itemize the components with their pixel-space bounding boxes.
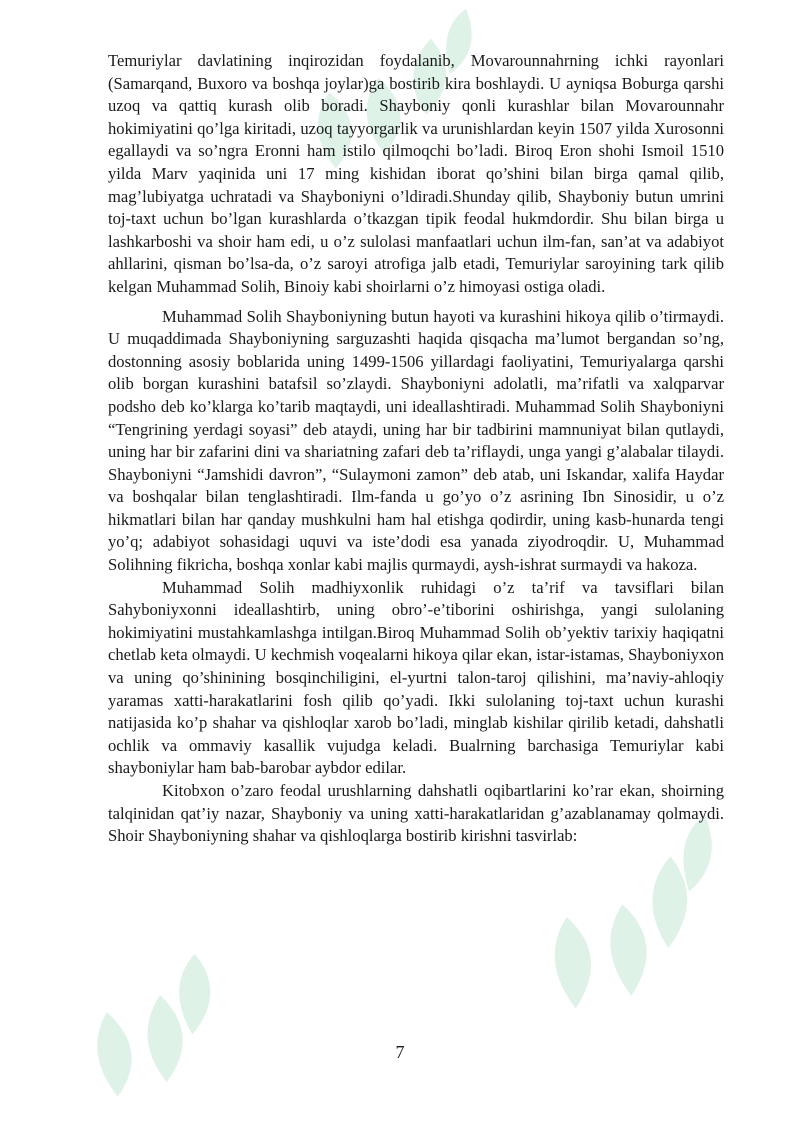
document-body: [108, 50, 724, 848]
paragraph-1: Temuriylar davlatining inqirozidan foydalanib, Movarounnahrning ichki rayonlari (Samarqand, Buxoro va boshqa joylar)ga bostirib kira boshlaydi. U ayniqsa Boburga qarshi uzoq va qattiq kurash olib boradi. Shayboniy qonli kurashlar bilan Movarounnahr hokimiyatini qo’lga kiritadi, uzoq tayyorgarlik va urunishlardan keyin 1507 yilda Xurosonni egallaydi va so’ngra Eronni ham istilo qilmoqchi bo’ladi. Biroq Eron shohi Ismoil 1510 yilda Marv yaqinida uni 17 ming kishidan iborat qo’shini bilan birga qamal qilib, mag’lubiyatga uchratadi va Shayboniyni o’ldiradi.Shunday qilib, Shayboniy butun umrini toj-taxt uchun bo’lgan kurashlarda o’tkazgan tipik feodal hukmdordir. Shu bilan birga u lashkarboshi va shoir ham edi, u o’z sulolasi manfaatlari uchun ilm-fan, san’at va adabiyot ahllarini, qisman bo’lsa-da, o’z saroyi atrofiga jalb etadi, Temuriylar saroyining tark qilib kelgan Muhammad Solih, Binoiy kabi shoirlarni o’z himoyasi ostiga oladi.: [108, 51, 724, 296]
paragraph-2: Muhammad Solih Shayboniyning butun hayoti va kurashini hikoya qilib o’tirmaydi. U muqaddimada Shayboniyning sarguzashti haqida qisqacha ma’lumot bergandan so’ng, dostonning asosiy boblarida uning 1499-1506 yillardagi faoliyatini, Temuriyalarga qarshi olib borgan kurashini batafsil so’zlaydi. Shayboniyni adolatli, ma’rifatli va xalqparvar podsho deb ko’klarga ko’tarib maqtaydi, uni ideallashtiradi. Muhammad Solih Shayboniyni “Tengrining yerdagi soyasi” deb ataydi, uning har bir tadbirini mamnuniyat bilan qutlaydi, uning har bir zafarini dini va shariatning zafari deb ta’riflaydi, unga yangi g’alabalar tilaydi. Shayboniyni “Jamshidi davron”, “Sulaymoni zamon” deb atab, uni Iskandar, xalifa Haydar va boshqalar bilan tenglashtiradi. Ilm-fanda u go’yo o’z asrining Ibn Sinosidir, u o’z hikmatlari bilan har qanday mushkulni ham hal etishga qodirdir, uning kasb-hunarda tengi yo’q; adabiyot sohasidagi uquvi va iste’dodi esa yanada ziyodroqdir. U, Muhammad Solihning fikricha, boshqa xonlar kabi majlis qurmaydi, aysh-ishrat surmaydi va hakoza.: [108, 306, 724, 575]
watermark-logo-icon: [39, 900, 271, 1134]
paragraph-3: Muhammad Solih madhiyxonlik ruhidagi o’z ta’rif va tavsiflari bilan Sahyboniyxonni ideallashtirb, uning obro’-e’tiborini oshirishga, yangi sulolaning hokimiyatini mustahkamlashga intilgan.Biroq Muhammad Solih ob’yektiv tarixiy haqiqatni chetlab keta olmaydi. U kechmish voqealarni hikoya qilar ekan, istar-istamas, Shayboniyxon va uning qo’shinining bosqinchiligini, el-yurtni talon-taroj qilishini, ma’naviy-ahloqiy yaramas xatti-harakatlarini fosh qilib qo’yadi. Ikki sulolaning toj-taxt uchun kurashi natijasida ko’p shahar va qishloqlar xarob bo’ladi, minglab kishilar qirilib ketadi, dahshatli ochlik va ommaviy kasallik vujudga keladi. Bualrning barchasiga Temuriylar kabi shayboniylar ham bab-barobar aybdor edilar.: [108, 577, 724, 778]
paragraph-4: Kitobxon o’zaro feodal urushlarning dahshatli oqibartlarini ko’rar ekan, shoirning talqinidan qat’iy nazar, Shayboniy va uning xatti-harakatlaridan g’azablanamay qolmaydi. Shoir Shayboniyning shahar va qishloqlarga bostirib kirishni tasvirlab:: [108, 781, 724, 846]
page-number: 7: [395, 1042, 405, 1062]
